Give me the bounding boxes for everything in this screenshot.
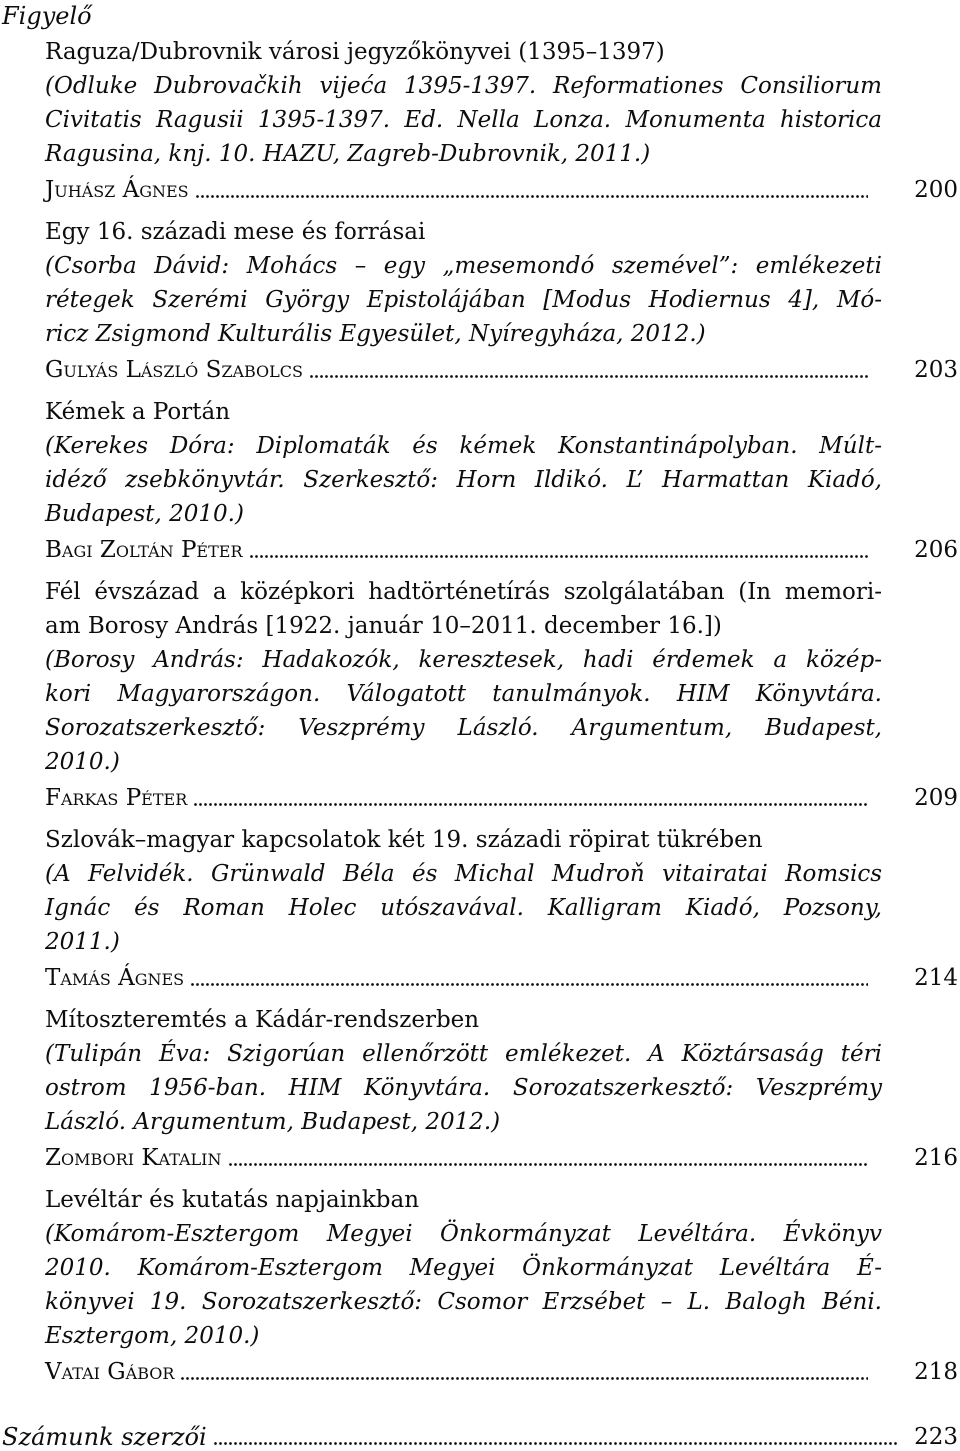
section-title: Figyelő <box>2 2 92 30</box>
dot-leader <box>249 533 868 567</box>
page-number: 203 <box>914 357 958 383</box>
author-name: Gulyás László Szabolcs <box>45 357 303 383</box>
toc-entry <box>45 1183 958 1389</box>
author-name: Bagi Zoltán Péter <box>45 537 243 563</box>
dot-leader <box>180 1355 868 1389</box>
author-row <box>45 1355 958 1389</box>
citation-line: Civitatis Ragusii 1395-1397. Ed. Nella Lonza. Monumenta historica <box>45 107 882 133</box>
author-name: Vatai Gábor <box>45 1359 175 1385</box>
citation-line: (Kerekes Dóra: Diplomaták és kémek Konstantinápolyban. Múlt- <box>45 433 882 459</box>
entry-title-line: Raguza/Dubrovnik városi jegyzőkönyvei (1395–1397) <box>45 39 665 65</box>
dot-leader <box>228 1141 869 1175</box>
citation-line: (Borosy András: Hadakozók, keresztesek, hadi érdemek a közép- <box>45 647 882 673</box>
citation-line: ostrom 1956-ban. HIM Könyvtára. Sorozatszerkesztő: Veszprémy <box>45 1075 882 1101</box>
toc-entry <box>45 395 958 567</box>
author-name: Tamás Ágnes <box>45 965 185 991</box>
citation-line: Sorozatszerkesztő: Veszprémy László. Argumentum, Budapest, <box>45 715 882 741</box>
citation-line: (Komárom-Esztergom Megyei Önkormányzat Levéltára. Évkönyv <box>45 1221 882 1247</box>
author-row <box>45 961 958 995</box>
citation-line: Ignác és Roman Holec utószavával. Kalligram Kiadó, Pozsony, <box>45 895 882 921</box>
dot-leader <box>213 1424 898 1450</box>
citation-line: (A Felvidék. Grünwald Béla és Michal Mudroň vitairatai Romsics <box>45 861 882 887</box>
dot-leader <box>190 961 868 995</box>
author-row <box>45 781 958 815</box>
page-number: 216 <box>914 1145 958 1171</box>
citation-line: László. Argumentum, Budapest, 2012.) <box>45 1109 501 1135</box>
citation-line: (Odluke Dubrovačkih vijeća 1395-1397. Reformationes Consiliorum <box>45 73 882 99</box>
citation-line: (Csorba Dávid: Mohács – egy „mesemondó szemével”: emlékezeti <box>45 253 882 279</box>
toc-entry <box>45 823 958 995</box>
citation-line: 2010.) <box>45 749 120 775</box>
entry-title-line: Fél évszázad a középkori hadtörténetírás szolgálatában (In memori- <box>45 579 882 605</box>
contributors-label: Számunk szerzői <box>2 1423 207 1451</box>
author-name: Zombori Katalin <box>45 1145 222 1171</box>
page-number: 200 <box>914 177 958 203</box>
contributors-row <box>0 1424 958 1450</box>
dot-leader <box>193 781 868 815</box>
citation-line: Esztergom, 2010.) <box>45 1323 260 1349</box>
author-row <box>45 173 958 207</box>
dot-leader <box>309 353 868 387</box>
citation-line: idéző zsebkönyvtár. Szerkesztő: Horn Ildikó. L’ Harmattan Kiadó, <box>45 467 882 493</box>
author-name: Farkas Péter <box>45 785 188 811</box>
toc-entry <box>45 1003 958 1175</box>
toc-entry <box>45 215 958 387</box>
entry-title-line: Egy 16. századi mese és forrásai <box>45 219 426 245</box>
page-number: 209 <box>914 785 958 811</box>
author-row <box>45 353 958 387</box>
toc-entry <box>45 35 958 207</box>
citation-line: (Tulipán Éva: Szigorúan ellenőrzött emlékezet. A Köztársaság téri <box>45 1041 882 1067</box>
entry-title-line: Levéltár és kutatás napjainkban <box>45 1187 420 1213</box>
citation-line: könyvei 19. Sorozatszerkesztő: Csomor Erzsébet – L. Balogh Béni. <box>45 1289 882 1315</box>
author-row <box>45 533 958 567</box>
page-number: 214 <box>914 965 958 991</box>
citation-line: 2010. Komárom-Esztergom Megyei Önkormányzat Levéltára É- <box>45 1255 882 1281</box>
page-number: 218 <box>914 1359 958 1385</box>
entry-title-line: Mítoszteremtés a Kádár-rendszerben <box>45 1007 480 1033</box>
citation-line: rétegek Szerémi György Epistolájában [Modus Hodiernus 4], Mó- <box>45 287 882 313</box>
page-number: 223 <box>914 1424 958 1450</box>
entry-title-line: Szlovák–magyar kapcsolatok két 19. századi röpirat tükrében <box>45 827 763 853</box>
entry-title-line: Kémek a Portán <box>45 399 231 425</box>
entry-title-line: am Borosy András [1922. január 10–2011. december 16.]) <box>45 613 722 639</box>
page-number: 206 <box>914 537 958 563</box>
dot-leader <box>195 173 868 207</box>
citation-line: ricz Zsigmond Kulturális Egyesület, Nyíregyháza, 2012.) <box>45 321 706 347</box>
author-name: Juhász Ágnes <box>45 177 189 203</box>
citation-line: Ragusina, knj. 10. HAZU, Zagreb-Dubrovnik, 2011.) <box>45 141 651 167</box>
author-row <box>45 1141 958 1175</box>
citation-line: kori Magyarországon. Válogatott tanulmányok. HIM Könyvtára. <box>45 681 882 707</box>
citation-line: 2011.) <box>45 929 120 955</box>
citation-line: Budapest, 2010.) <box>45 501 244 527</box>
toc-entry <box>45 575 958 815</box>
